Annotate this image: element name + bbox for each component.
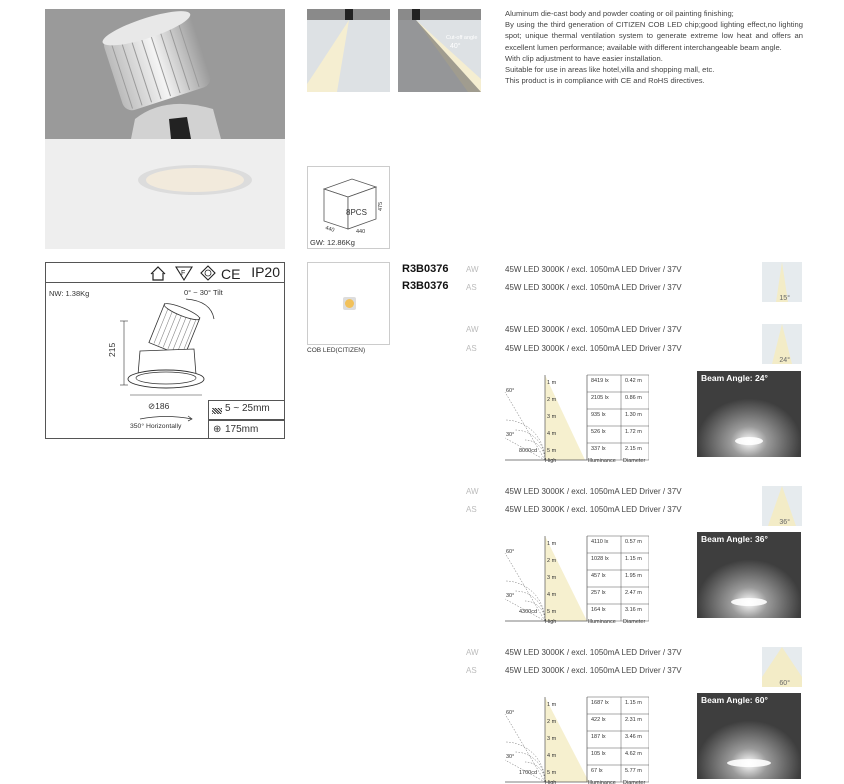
illuminance-value: 105 lx bbox=[591, 751, 606, 757]
illuminance-value: 257 lx bbox=[591, 590, 606, 596]
candela-value: 4300cd bbox=[519, 609, 538, 615]
model-number: R3B0376 bbox=[402, 263, 449, 275]
diameter-value: 1.30 m bbox=[625, 412, 642, 418]
diameter-value: 4.62 m bbox=[625, 751, 642, 757]
horizontal-rotation: 350° Horizontally bbox=[130, 423, 182, 430]
illuminance-value: 187 lx bbox=[591, 734, 606, 740]
distance-label: 3 m bbox=[547, 736, 557, 742]
variant-code: AW bbox=[466, 648, 479, 657]
illuminance-value: 457 lx bbox=[591, 573, 606, 579]
beam-angle-label: 15° bbox=[779, 295, 790, 302]
distance-label: 5 m bbox=[547, 448, 557, 454]
beam-angle-label: 24° bbox=[779, 357, 790, 364]
variant-code: AS bbox=[466, 505, 477, 514]
diameter-dim: ⊘186 bbox=[148, 401, 170, 411]
distance-label: 1 m bbox=[547, 380, 557, 386]
diameter-value: 3.16 m bbox=[625, 607, 642, 613]
photometric-chart bbox=[503, 694, 649, 784]
svg-text:F: F bbox=[181, 270, 186, 277]
illuminance-value: 935 lx bbox=[591, 412, 606, 418]
ce-mark-icon: CE bbox=[221, 266, 241, 282]
cutout-icon: ⊕ bbox=[213, 424, 222, 435]
diameter-value: 0.57 m bbox=[625, 539, 642, 545]
illuminance-value: 4110 lx bbox=[591, 539, 609, 545]
distance-label: 2 m bbox=[547, 719, 557, 725]
beam-angle-title: Beam Angle: 60° bbox=[701, 695, 768, 705]
distance-label: 3 m bbox=[547, 575, 557, 581]
desc-line: Aluminum die-cast body and powder coating or oil painting finishing; bbox=[505, 9, 734, 18]
ceiling-hatch-icon bbox=[212, 408, 222, 414]
cob-chip-image bbox=[307, 262, 390, 345]
ip-rating: IP20 bbox=[251, 264, 280, 280]
distance-label: 2 m bbox=[547, 558, 557, 564]
diameter-value: 0.86 m bbox=[625, 395, 642, 401]
beam-angle-title: Beam Angle: 36° bbox=[701, 534, 768, 544]
rohs-diamond-icon bbox=[201, 266, 215, 280]
illuminance-value: 1028 lx bbox=[591, 556, 609, 562]
pack-dim-h: 475 bbox=[378, 201, 384, 211]
beam-cone-60 bbox=[762, 647, 802, 687]
model-number: R3B0376 bbox=[402, 280, 449, 292]
illuminance-value: 422 lx bbox=[591, 717, 606, 723]
polar-angle-label: 30° bbox=[506, 432, 515, 438]
pack-dim-a: 440 bbox=[324, 225, 335, 234]
beam-photo bbox=[697, 693, 801, 779]
candela-value: 1700cd bbox=[519, 770, 538, 776]
desc-line: With clip adjustment to have easier installation. bbox=[505, 53, 663, 63]
rotate-arrow-icon bbox=[136, 414, 196, 422]
beam-photo bbox=[697, 532, 801, 618]
spec-line: 45W LED 3000K / excl. 1050mA LED Driver / 37V bbox=[505, 505, 682, 514]
distance-label: 4 m bbox=[547, 592, 557, 598]
spec-box bbox=[45, 262, 285, 439]
diameter-value: 1.95 m bbox=[625, 573, 642, 579]
spec-line: 45W LED 3000K / excl. 1050mA LED Driver / 37V bbox=[505, 666, 682, 675]
diameter-value: 2.47 m bbox=[625, 590, 642, 596]
distance-label: 3 m bbox=[547, 414, 557, 420]
illuminance-value: 526 lx bbox=[591, 429, 606, 435]
spec-line: 45W LED 3000K / excl. 1050mA LED Driver / 37V bbox=[505, 265, 682, 274]
distance-label: 5 m bbox=[547, 770, 557, 776]
illuminance-value: 2105 lx bbox=[591, 395, 609, 401]
ceiling-thickness-cell bbox=[208, 400, 284, 420]
diameter-value: 2.15 m bbox=[625, 446, 642, 452]
table-header-illuminance: Illuminance bbox=[588, 458, 616, 464]
spec-line: 45W LED 3000K / excl. 1050mA LED Driver / 37V bbox=[505, 487, 682, 496]
chip-label: COB LED(CITIZEN) bbox=[307, 347, 366, 354]
diameter-value: 3.46 m bbox=[625, 734, 642, 740]
cutoff-label: Cut-off angle bbox=[446, 35, 478, 41]
table-header-illuminance: Illuminance bbox=[588, 619, 616, 625]
diameter-value: 0.42 m bbox=[625, 378, 642, 384]
variant-code: AS bbox=[466, 283, 477, 292]
candela-value: 8000cd bbox=[519, 448, 538, 454]
variant-code: AW bbox=[466, 325, 479, 334]
illuminance-value: 164 lx bbox=[591, 607, 606, 613]
table-header-illuminance: Illuminance bbox=[588, 780, 616, 784]
variant-code: AS bbox=[466, 344, 477, 353]
beam-cone-24 bbox=[762, 324, 802, 364]
diameter-value: 5.77 m bbox=[625, 768, 642, 774]
distance-label: 1 m bbox=[547, 541, 557, 547]
gross-weight: GW: 12.86Kg bbox=[310, 238, 355, 247]
cutoff-angle-diagram bbox=[398, 9, 481, 92]
cutout-cell bbox=[208, 420, 284, 439]
photometric-chart bbox=[503, 372, 649, 465]
table-header-high: High bbox=[545, 458, 557, 464]
illuminance-value: 1687 lx bbox=[591, 700, 609, 706]
distance-label: 2 m bbox=[547, 397, 557, 403]
product-photo bbox=[45, 9, 285, 249]
diameter-value: 1.15 m bbox=[625, 556, 642, 562]
beam-diagram bbox=[307, 9, 390, 92]
desc-line: Suitable for use in areas like hotel,villa and shopping mall, etc. bbox=[505, 65, 715, 75]
ceiling-thickness: 5 ~ 25mm bbox=[225, 403, 270, 414]
spec-line: 45W LED 3000K / excl. 1050mA LED Driver / 37V bbox=[505, 648, 682, 657]
package-info bbox=[307, 166, 390, 249]
distance-label: 1 m bbox=[547, 702, 557, 708]
beam-cone-15 bbox=[762, 262, 802, 302]
polar-angle-label: 30° bbox=[506, 593, 515, 599]
beam-angle-label: 36° bbox=[779, 519, 790, 526]
table-header-high: High bbox=[545, 780, 557, 784]
distance-label: 4 m bbox=[547, 753, 557, 759]
polar-angle-label: 30° bbox=[506, 754, 515, 760]
illuminance-value: 337 lx bbox=[591, 446, 606, 452]
table-header-diameter: Diameter bbox=[623, 458, 646, 464]
beam-cone-36 bbox=[762, 486, 802, 526]
f-mark-icon bbox=[176, 267, 192, 280]
polar-angle-label: 60° bbox=[506, 549, 515, 555]
cutout-size: 175mm bbox=[225, 424, 259, 435]
net-weight: NW: 1.38Kg bbox=[49, 289, 90, 298]
distance-label: 4 m bbox=[547, 431, 557, 437]
polar-angle-label: 60° bbox=[506, 710, 515, 716]
table-header-high: High bbox=[545, 619, 557, 625]
spec-line: 45W LED 3000K / excl. 1050mA LED Driver / 37V bbox=[505, 325, 682, 334]
height-dim: 215 bbox=[107, 342, 117, 357]
variant-code: AS bbox=[466, 666, 477, 675]
variant-code: AW bbox=[466, 487, 479, 496]
polar-angle-label: 60° bbox=[506, 388, 515, 394]
table-header-diameter: Diameter bbox=[623, 619, 646, 625]
illuminance-value: 8419 lx bbox=[591, 378, 609, 384]
indoor-icon bbox=[151, 267, 165, 280]
spec-line: 45W LED 3000K / excl. 1050mA LED Driver / 37V bbox=[505, 283, 682, 292]
beam-angle-title: Beam Angle: 24° bbox=[701, 373, 768, 383]
diameter-value: 1.15 m bbox=[625, 700, 642, 706]
illuminance-value: 67 lx bbox=[591, 768, 603, 774]
beam-photo bbox=[697, 371, 801, 457]
pack-pcs: 8PCS bbox=[346, 208, 367, 217]
desc-line: This product is in compliance with CE and RoHS directives. bbox=[505, 76, 705, 86]
photometric-chart bbox=[503, 533, 649, 626]
tilt-range: 0° ~ 30° Tilt bbox=[184, 288, 223, 297]
desc-line: By using the third generation of CITIZEN COB LED chip;good lighting effect,no lighting spot; unique thermal ventilation system to generate extreme low heat and offers an excellent lumen performance; available with different interchangeable beam angle. bbox=[505, 20, 803, 52]
pack-dim-b: 440 bbox=[356, 229, 366, 235]
product-description bbox=[505, 8, 803, 86]
variant-code: AW bbox=[466, 265, 479, 274]
beam-angle-label: 60° bbox=[779, 680, 790, 687]
cutoff-value: 40° bbox=[450, 43, 461, 50]
table-header-diameter: Diameter bbox=[623, 780, 646, 784]
distance-label: 5 m bbox=[547, 609, 557, 615]
cert-icons-row bbox=[46, 263, 284, 283]
diameter-value: 2.31 m bbox=[625, 717, 642, 723]
diameter-value: 1.72 m bbox=[625, 429, 642, 435]
spec-line: 45W LED 3000K / excl. 1050mA LED Driver / 37V bbox=[505, 344, 682, 353]
